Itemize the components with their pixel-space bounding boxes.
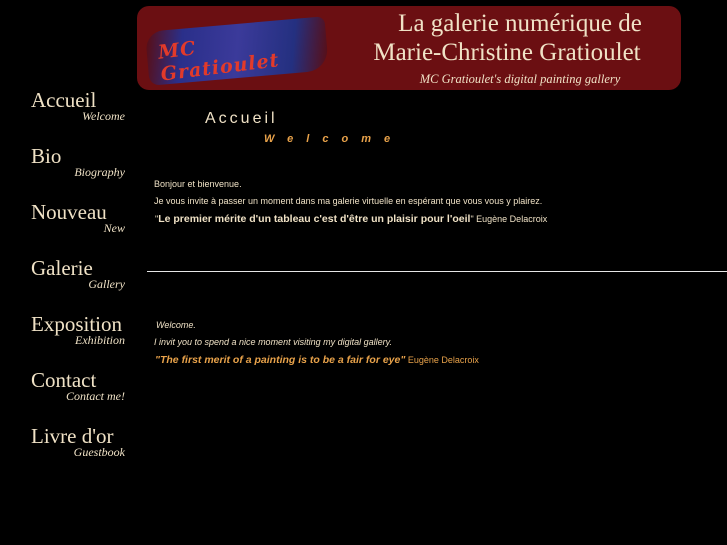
french-invitation: Je vous invite à passer un moment dans ma galerie virtuelle en espérant que vous vous y plairez. — [154, 196, 543, 206]
nav-item-contact[interactable] — [31, 369, 125, 409]
quote-mark: " — [470, 214, 474, 224]
divider — [147, 271, 727, 272]
banner-title-line1: La galerie numérique de — [398, 10, 642, 37]
quote-mark: " — [155, 214, 159, 224]
french-quote-line — [155, 213, 547, 225]
header-banner — [137, 6, 681, 90]
english-quote-line — [155, 354, 479, 366]
nav-item-exposition[interactable] — [31, 313, 125, 353]
english-greeting: Welcome. — [156, 320, 196, 330]
nav-label: Bio — [31, 144, 62, 168]
nav-sublabel: Gallery — [88, 277, 125, 291]
nav-sublabel: Guestbook — [73, 445, 125, 459]
nav-label: Contact — [31, 368, 97, 392]
french-greeting: Bonjour et bienvenue. — [154, 179, 242, 189]
nav-sublabel: Exhibition — [75, 333, 125, 347]
nav-label: Galerie — [31, 256, 93, 280]
english-quote: "The first merit of a painting is to be a fair for eye" — [155, 354, 406, 366]
nav-sublabel: New — [103, 221, 125, 235]
nav-sublabel: Welcome — [82, 109, 125, 123]
nav-label: Accueil — [31, 88, 97, 112]
nav-sublabel: Contact me! — [66, 389, 125, 403]
nav-item-nouveau[interactable] — [31, 201, 125, 241]
banner-title-line2: Marie-Christine Gratioulet — [373, 39, 641, 66]
quote-author: Eugène Delacroix — [407, 355, 479, 365]
signature-text: MC Gratioulet — [156, 37, 281, 86]
nav-item-bio[interactable] — [31, 145, 125, 185]
banner-subtitle: MC Gratioulet's digital painting gallery — [419, 72, 621, 86]
nav-item-accueil[interactable] — [31, 89, 125, 129]
quote-author: Eugène Delacroix — [476, 214, 548, 224]
page-subtitle: Welcome — [264, 133, 404, 145]
nav-item-galerie[interactable] — [31, 257, 125, 297]
french-quote: Le premier mérite d'un tableau c'est d'être un plaisir pour l'oeil — [158, 213, 471, 225]
nav-item-livre-dor[interactable] — [31, 425, 125, 465]
page-title: Accueil — [205, 110, 278, 127]
nav-sublabel: Biography — [74, 165, 125, 179]
nav-label: Exposition — [31, 312, 123, 336]
nav-label: Livre d'or — [31, 424, 114, 448]
nav-label: Nouveau — [31, 200, 107, 224]
english-invitation: I invit you to spend a nice moment visiting my digital gallery. — [154, 337, 392, 347]
